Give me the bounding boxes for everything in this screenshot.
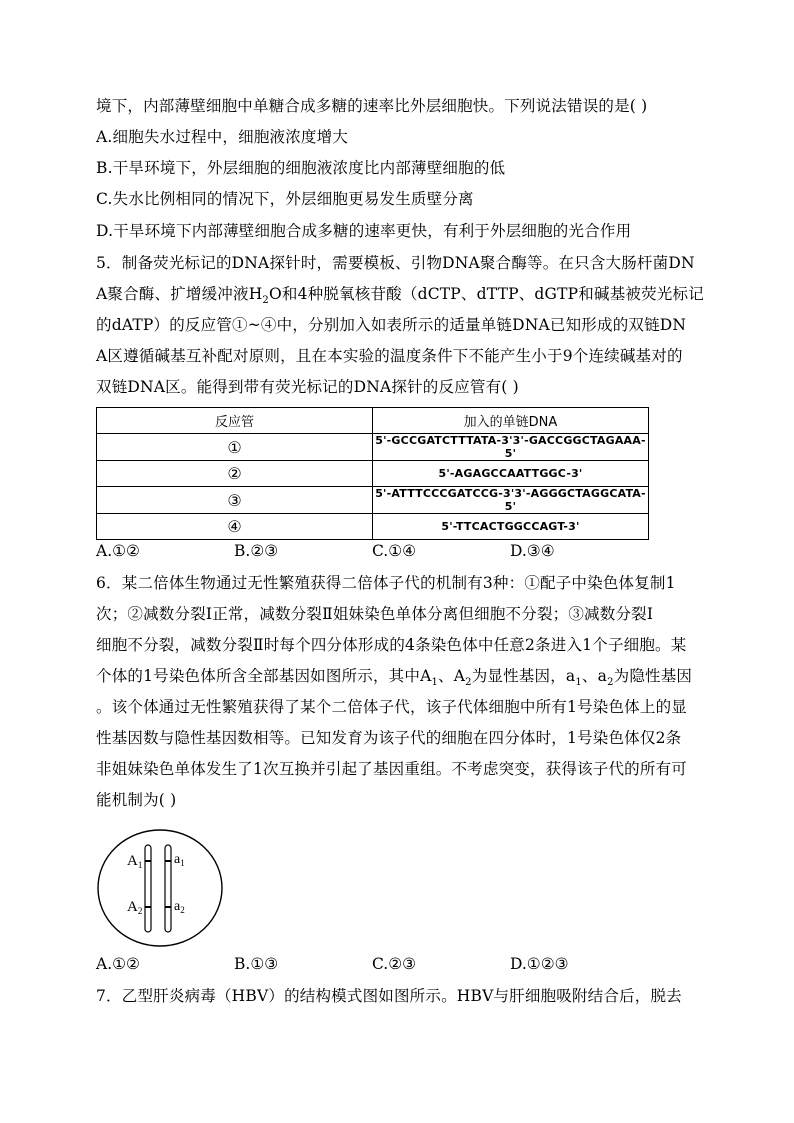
q4-option-a: A.细胞失水过程中，细胞液浓度增大 xyxy=(96,128,349,146)
q6-option-d: D.①②③ xyxy=(510,955,569,973)
q5-line-2b: 和4种脱氧核苷酸（dCTP、dTTP、dGTP和碱基被荧光标记 xyxy=(281,285,704,303)
q6-sub: 2 xyxy=(607,677,614,689)
label-a1: $a_1$ xyxy=(174,852,185,868)
q6-line-1: 6．某二倍体生物通过无性繁殖获得二倍体子代的机制有3种：①配子中染色体复制1 xyxy=(96,574,676,592)
q6-option-a: A.①② xyxy=(96,955,140,973)
table-header-row xyxy=(97,408,649,434)
q5-option-b: B.②③ xyxy=(234,542,279,560)
q4-option-c: C.失水比例相同的情况下，外层细胞更易发生质壁分离 xyxy=(96,190,474,208)
q6-line-4b: 、A xyxy=(438,667,466,685)
table-row xyxy=(97,434,649,461)
q6-sub: 1 xyxy=(431,677,439,689)
chromatid-right xyxy=(165,845,171,932)
label-A1: $A_1$ xyxy=(127,853,143,870)
q6-line-2: 次；②减数分裂Ⅰ正常，减数分裂Ⅱ姐妹染色单体分离但细胞不分裂；③减数分裂Ⅰ xyxy=(96,605,654,623)
q6-line-8: 能机制为( ) xyxy=(96,791,177,809)
table-row xyxy=(97,514,649,540)
table-row xyxy=(97,487,649,514)
cell-outline xyxy=(98,830,222,946)
table-cell-dna: 5'-TTCACTGGCCAGT-3' xyxy=(373,514,649,540)
q5-line-4: A区遵循碱基互补配对原则，且在本实验的温度条件下不能产生小于9个连续碱基对的 xyxy=(96,347,683,365)
q5-option-c: C.①④ xyxy=(372,542,417,560)
q5-line-5: 双链DNA区。能得到带有荧光标记的DNA探针的反应管有( ) xyxy=(96,378,519,396)
h2o-o: O xyxy=(268,285,282,303)
chromatid-left xyxy=(145,845,151,932)
q4-stem-end: 境下，内部薄壁细胞中单糖合成多糖的速率比外层细胞快。下列说法错误的是( ) xyxy=(96,97,648,115)
table-row xyxy=(97,461,649,487)
q6-sub: 2 xyxy=(465,677,472,689)
q6-line-3: 细胞不分裂，减数分裂Ⅱ时每个四分体形成的4条染色体中任意2条进入1个子细胞。某 xyxy=(96,636,687,654)
chromosome-figure xyxy=(96,828,226,950)
q6-sub: 1 xyxy=(575,677,582,689)
q6-option-b: B.①③ xyxy=(234,955,279,973)
q6-line-4e: 为隐性基因 xyxy=(613,667,693,685)
q5-option-a: A.①② xyxy=(96,542,140,560)
label-A2: $A_2$ xyxy=(127,899,143,916)
h2o-sub: 2 xyxy=(262,295,269,307)
q6-line-7: 非姐妹染色单体发生了1次互换并引起了基因重组。不考虑突变，获得该子代的所有可 xyxy=(96,760,687,778)
q6-line-4a: 个体的1号染色体所含全部基因如图所示，其中A xyxy=(96,667,432,685)
table-cell-tube: ④ xyxy=(97,514,373,540)
label-a2: $a_2$ xyxy=(174,899,185,915)
q5-line-2 xyxy=(96,284,706,307)
q6-line-5: 。该个体通过无性繁殖获得了某个二倍体子代，该子代体细胞中所有1号染色体上的显 xyxy=(96,698,687,716)
q6-line-4c: 为显性基因，a xyxy=(471,667,576,685)
table-cell-dna: 5'-GCCGATCTTTATA-3'3'-GACCGGCTAGAAA-5' xyxy=(373,434,649,461)
q5-line-3: 的dATP）的反应管①~④中，分别加入如表所示的适量单链DNA已知形成的双链DN xyxy=(96,316,687,334)
table-cell-dna: 5'-AGAGCCAATTGGC-3' xyxy=(373,461,649,487)
table-cell-tube: ① xyxy=(97,434,373,461)
dna-table xyxy=(96,407,649,540)
table-header-dna: 加入的单链DNA xyxy=(373,408,649,434)
table-cell-tube: ③ xyxy=(97,487,373,514)
table-cell-tube: ② xyxy=(97,461,373,487)
q6-line-4 xyxy=(96,666,706,689)
table-cell-dna: 5'-ATTTCCCGATCCG-3'3'-AGGGCTAGGCATA-5' xyxy=(373,487,649,514)
q4-option-d: D.干旱环境下内部薄壁细胞合成多糖的速率更快，有利于外层细胞的光合作用 xyxy=(96,222,632,240)
q6-line-4d: 、a xyxy=(581,667,608,685)
table-header-tube: 反应管 xyxy=(97,408,373,434)
h2o-h: H xyxy=(248,285,263,303)
q5-line-1: 5．制备荧光标记的DNA探针时，需要模板、引物DNA聚合酶等。在只含大肠杆菌DN xyxy=(96,254,695,272)
q7-line-1: 7．乙型肝炎病毒（HBV）的结构模式图如图所示。HBV与肝细胞吸附结合后，脱去 xyxy=(96,987,682,1005)
q5-option-d: D.③④ xyxy=(510,542,555,560)
q4-option-b: B.干旱环境下，外层细胞的细胞液浓度比内部薄壁细胞的低 xyxy=(96,159,506,177)
q5-line-2a: A聚合酶、扩增缓冲液 xyxy=(96,285,249,303)
q6-option-c: C.②③ xyxy=(372,955,417,973)
q6-line-6: 性基因数与隐性基因数相等。已知发育为该子代的细胞在四分体时，1号染色体仅2条 xyxy=(96,729,682,747)
